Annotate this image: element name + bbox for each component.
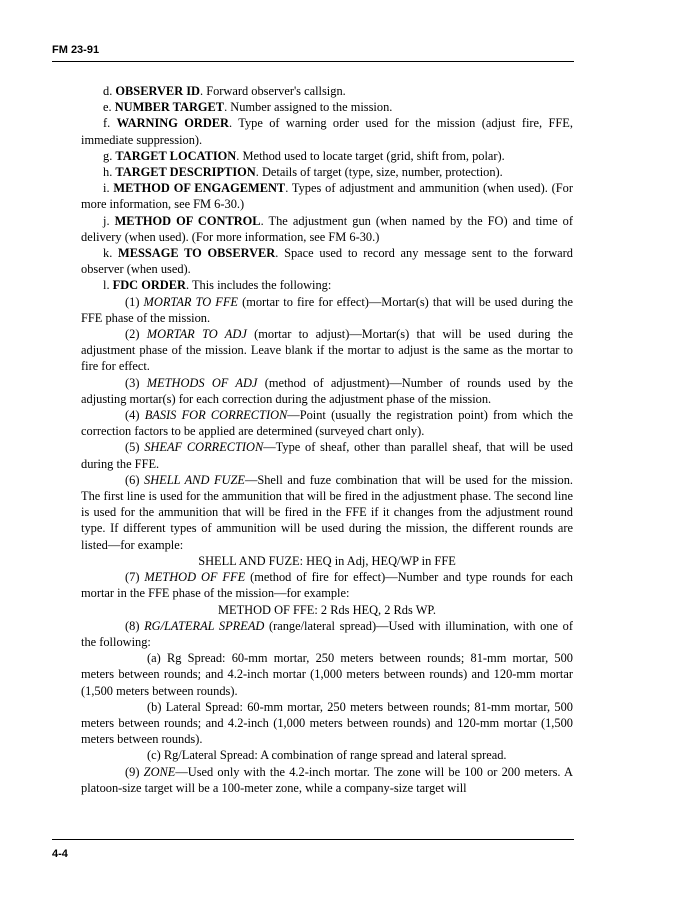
item-j: j. METHOD OF CONTROL. The adjustment gun (when named by the FO) and time of delivery (when used). (For more information, see FM 6-30.) xyxy=(81,213,574,244)
subitem-8: (8) RG/LATERAL SPREAD (range/lateral spread)—Used with illumination, with one of the following: xyxy=(81,618,573,649)
example-shell-fuze: SHELL AND FUZE: HEQ in Adj, HEQ/WP in FFE xyxy=(198,553,456,568)
item-e: e. NUMBER TARGET. Number assigned to the mission. xyxy=(103,100,393,115)
subitem-2: (2) MORTAR TO ADJ (mortar to adjust)—Mortar(s) that will be used during the adjustment phase of the mission. Leave blank if the mortar to adjust is the same as the mortar to fire for effect. xyxy=(81,327,573,374)
subitem-9: (9) ZONE—Used only with the 4.2-inch mortar. The zone will be 100 or 200 meters. A platoon-size target will be a 100-meter zone, while a company-size target will xyxy=(81,764,573,795)
page-body xyxy=(81,83,573,796)
footer-rule xyxy=(52,839,574,840)
spread-b: (b) Lateral Spread: 60-mm mortar, 250 meters between rounds; 81-mm mortar, 500 meters between rounds; and 4.2-inch (1,000 meters between rounds) and 120-mm mortar (1,500 meters between rounds). xyxy=(81,699,573,747)
spread-a: (a) Rg Spread: 60-mm mortar, 250 meters between rounds; 81-mm mortar, 500 meters between rounds; and 4.2-inch mortar (1,000 meters between rounds) and 120-mm mortar (1,500 meters between rounds). xyxy=(81,651,573,698)
item-l: l. FDC ORDER. This includes the following: xyxy=(103,278,332,293)
item-g: g. TARGET LOCATION. Method used to locate target (grid, shift from, polar). xyxy=(103,148,505,163)
header-rule xyxy=(52,61,574,62)
subitem-4: (4) BASIS FOR CORRECTION—Point (usually the registration point) from which the correction factors to be applied are determined (surveyed chart only). xyxy=(81,408,573,439)
subitem-6: (6) SHELL AND FUZE—Shell and fuze combination that will be used for the mission. The first line is used for the ammunition that will be fired in the adjustment phase. The second line is used for the ammunition that will be fired in the FFE if it changes from the adjustment round type. If different types of ammunition will be used during the mission, the different rounds are listed—for example: xyxy=(81,472,573,552)
running-header: FM 23-91 xyxy=(52,44,100,56)
item-k: k. MESSAGE TO OBSERVER. Space used to record any message sent to the forward observer (when used). xyxy=(81,246,573,277)
page-number: 4-4 xyxy=(52,848,68,860)
spread-c: (c) Rg/Lateral Spread: A combination of range spread and lateral spread. xyxy=(147,748,507,763)
item-i: i. METHOD OF ENGAGEMENT. Types of adjustment and ammunition (when used). (For more information, see FM 6-30.) xyxy=(81,181,573,212)
subitem-1: (1) MORTAR TO FFE (mortar to fire for effect)—Mortar(s) that will be used during the FFE phase of the mission. xyxy=(81,294,574,325)
subitem-7: (7) METHOD OF FFE (method of fire for effect)—Number and type rounds for each mortar in the FFE phase of the mission—for example: xyxy=(81,570,573,601)
item-d: d. OBSERVER ID. Forward observer's callsign. xyxy=(103,84,346,98)
example-method-ffe: METHOD OF FFE: 2 Rds HEQ, 2 Rds WP. xyxy=(217,602,436,617)
subitem-5: (5) SHEAF CORRECTION—Type of sheaf, other than parallel sheaf, that will be used during the FFE. xyxy=(81,440,573,471)
subitem-3: (3) METHODS OF ADJ (method of adjustment)—Number of rounds used by the adjusting mortar(s) for each correction during the adjustment phase of the mission. xyxy=(81,375,573,406)
item-h: h. TARGET DESCRIPTION. Details of target (type, size, number, protection). xyxy=(103,165,503,180)
item-f: f. WARNING ORDER. Type of warning order used for the mission (adjust fire, FFE, immediate suppression). xyxy=(81,116,573,147)
